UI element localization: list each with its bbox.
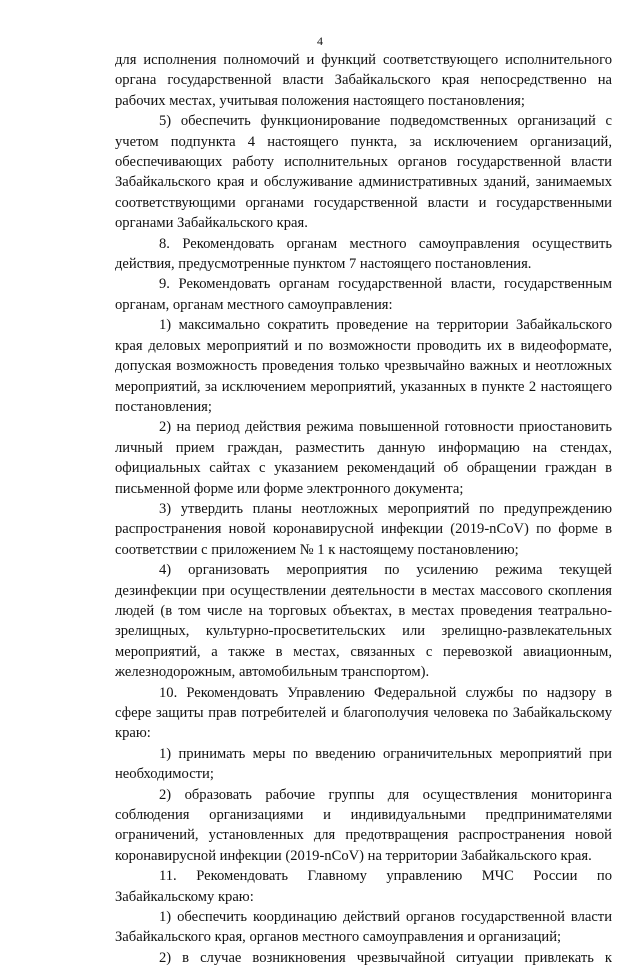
paragraph: 3) утвердить планы неотложных мероприятий по предупреждению распространения новой коронавирусной инфекции (2019-nCoV) по форме в соответствии с приложением № 1 к настоящему постановлению; [115, 500, 612, 558]
paragraph: 2) образовать рабочие группы для осуществления мониторинга соблюдения организациями и индивидуальными предпринимателями ограничений, установленных для предотвращения распространения новой коронавирусной инфекции (2019-nCoV) на территории Забайкальского края. [115, 786, 612, 864]
paragraph: 1) принимать меры по введению ограничительных мероприятий при необходимости; [115, 745, 612, 783]
paragraph: 8. Рекомендовать органам местного самоуправления осуществить действия, предусмотренные пунктом 7 настоящего постановления. [115, 235, 612, 273]
paragraph: 2) на период действия режима повышенной готовности приостановить личный прием граждан, разместить данную информацию на стендах, официальных сайтах с указанием рекомендаций об обращении граждан в письменной форме или форме электронного документа; [115, 419, 612, 497]
paragraph: 1) максимально сократить проведение на территории Забайкальского края деловых мероприятий и по возможности проводить их в видеоформате, допуская возможность проведения только чрезвычайно важных и неотложных мероприятий, за исключением мероприятий, указанных в пункте 2 настоящего постановления; [115, 317, 612, 415]
paragraph: 4) организовать мероприятия по усилению режима текущей дезинфекции при осуществлении деятельности в местах массового скопления людей (в том числе на торговых объектах, в местах проведения театрально-зрелищных, культурно-просветительских или зрелищно-развлекательных мероприятий, а также в местах, связанных с перевозкой авиационным, железнодорожным, автомобильным транспортом). [115, 562, 612, 681]
page-number: 4 [317, 34, 323, 48]
paragraph: для исполнения полномочий и функций соответствующего исполнительного органа государственной власти Забайкальского края непосредственно на рабочих местах, учитывая положения настоящего постановления; [115, 52, 612, 109]
paragraph: 10. Рекомендовать Управлению Федеральной службы по надзору в сфере защиты прав потребителей и благополучия человека по Забайкальскому краю: [115, 684, 612, 742]
document-body [115, 50, 612, 968]
paragraph: 5) обеспечить функционирование подведомственных организаций с учетом подпункта 4 настоящего пункта, за исключением организаций, обеспечивающих работу исполнительных органов государственной власти Забайкальского края и обслуживание административных зданий, занимаемых соответствующими органами государственной власти и государственными органами Забайкальского края. [115, 113, 612, 232]
paragraph: 2) в случае возникновения чрезвычайной ситуации привлекать к [159, 949, 612, 966]
paragraph: 9. Рекомендовать органам государственной власти, государственным органам, органам местного самоуправления: [115, 276, 612, 313]
paragraph: 11. Рекомендовать Главному управлению МЧС России по Забайкальскому краю: [115, 868, 612, 905]
paragraph: 1) обеспечить координацию действий органов государственной власти Забайкальского края, органов местного самоуправления и организаций; [115, 909, 612, 946]
